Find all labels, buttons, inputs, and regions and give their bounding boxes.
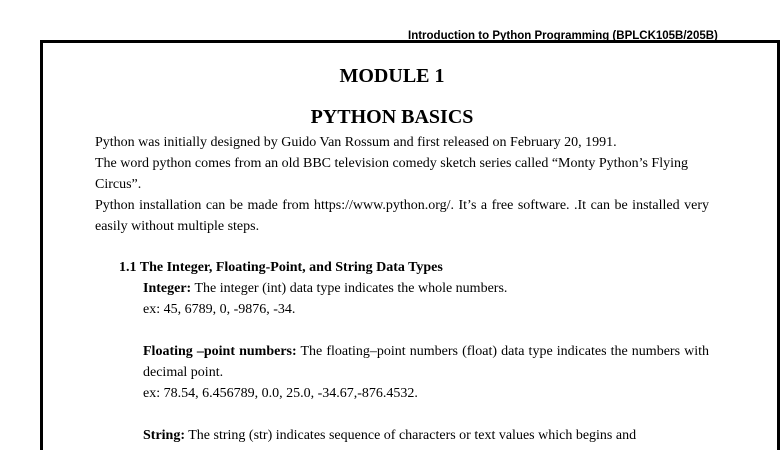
intro-paragraph-2: The word python comes from an old BBC television comedy sketch series called “Monty Python’s Flying Circus”. [95,156,688,192]
integer-definition [143,278,709,299]
string-term: String: [143,428,185,443]
subsection-heading: 1.1 The Integer, Floating-Point, and String Data Types [119,260,443,275]
integer-example: ex: 45, 6789, 0, -9876, -34. [143,302,296,317]
string-description: The string (str) indicates sequence of characters or text values which begins and [185,428,637,443]
integer-term: Integer: [143,281,192,296]
string-definition [143,425,709,446]
float-description: The floating–point numbers (float) data type indicates the numbers with decimal point. [143,344,709,380]
float-example: ex: 78.54, 6.456789, 0.0, 25.0, -34.67,-876.4532. [143,386,418,401]
intro-paragraph-1: Python was initially designed by Guido Van Rossum and first released on February 20, 1991. [95,135,617,150]
float-term: Floating –point numbers: [143,344,297,359]
running-header-text: Introduction to Python Programming (BPLCK105B/205B) [408,30,718,42]
float-definition [143,341,709,383]
section-title: PYTHON BASICS [310,106,474,128]
intro-paragraph-3: Python installation can be made from https://www.python.org/. It’s a free software. .It can be installed very easily without multiple steps. [95,198,709,234]
integer-description: The integer (int) data type indicates the whole numbers. [191,281,508,296]
module-title: MODULE 1 [339,65,445,87]
